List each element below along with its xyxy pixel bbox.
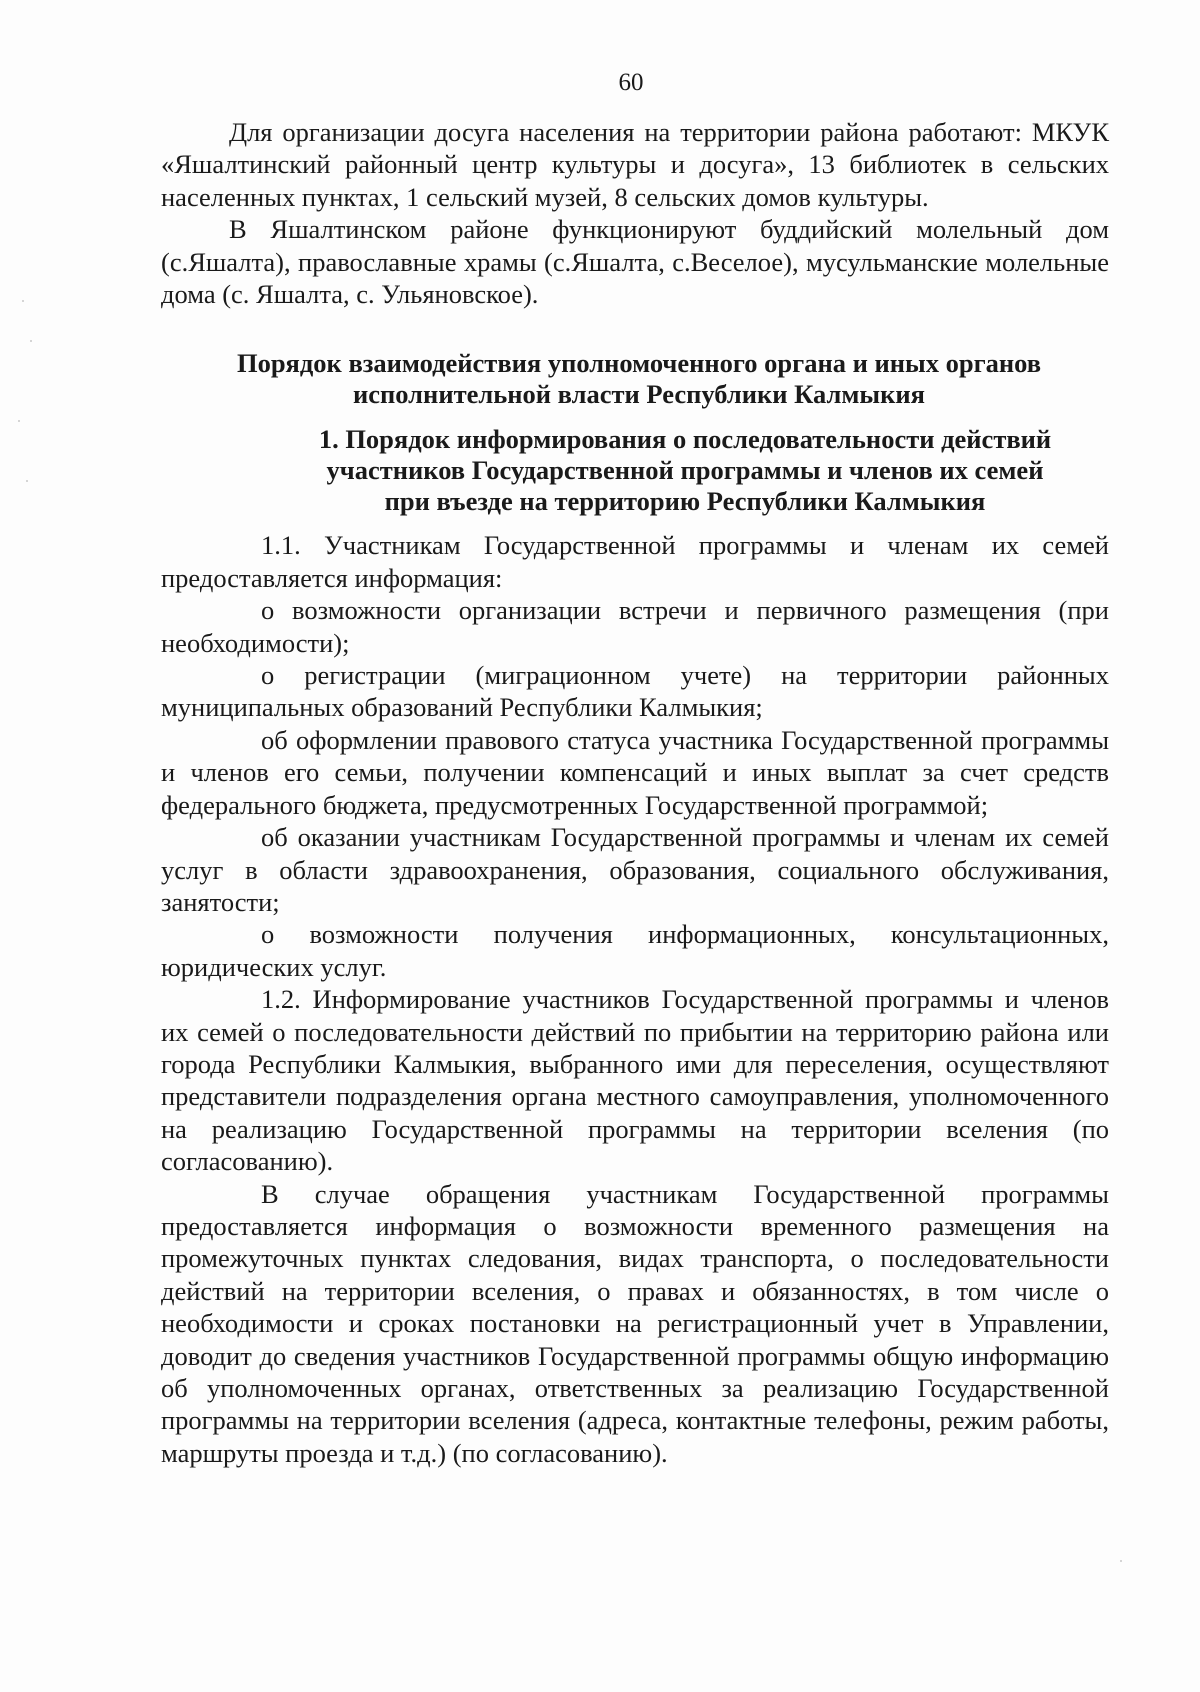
section-paragraph: об оказании участникам Государственной программы и членам их семей услуг в области здравоохранения, образования, социального обслуживания, занятости;: [161, 822, 1109, 917]
scan-speck: [1120, 1560, 1122, 1562]
intro-paragraph: В Яшалтинском районе функционируют буддийский молельный дом (с.Яшалта), православные храмы (с.Яшалта, с.Веселое), мусульманские молельные дома (с. Яшалта, с. Ульяновское).: [161, 214, 1109, 310]
section-paragraph: 1.1. Участникам Государственной программы и членам их семей предоставляется информация:: [161, 530, 1109, 593]
section-paragraph: о возможности организации встречи и первичного размещения (при необходимости);: [161, 595, 1109, 658]
scan-speck: [26, 480, 28, 482]
scan-speck: [22, 300, 24, 302]
section-paragraph: 1.2. Информирование участников Государственной программы и членов их семей о последовательности действий по прибытии на территорию района или города Республики Калмыкия, выбранного ими для переселения, осуществляют представители подразделения органа местного самоуправления, уполномоченного на реализацию Государственной программы на территории вселения (по согласованию).: [161, 984, 1109, 1177]
subsection-heading-line: участников Государственной программы и членов их семей: [326, 455, 1044, 486]
subsection-heading-line: при въезде на территорию Республики Калмыкия: [384, 486, 986, 517]
document-body: [161, 116, 1109, 1469]
section-paragraph: о регистрации (миграционном учете) на территории районных муниципальных образований Республики Калмыкия;: [161, 660, 1109, 723]
section-paragraph: об оформлении правового статуса участника Государственной программы и членов его семьи, получении компенсаций и иных выплат за счет средств федерального бюджета, предусмотренных Государственной программой;: [161, 724, 1109, 820]
section-heading-line: Порядок взаимодействия уполномоченного органа и иных органов: [236, 348, 1042, 379]
section-heading-line: исполнительной власти Республики Калмыкия: [352, 379, 925, 410]
subsection-heading-line: 1. Порядок информирования о последовательности действий: [318, 424, 1052, 455]
section-heading: [161, 348, 1109, 410]
subsection-heading: [161, 424, 1109, 517]
section-paragraph: о возможности получения информационных, консультационных, юридических услуг.: [161, 919, 1109, 982]
scan-speck: [18, 420, 20, 422]
scan-speck: [30, 340, 32, 342]
page-number: 60: [618, 69, 644, 96]
section-paragraph: В случае обращения участникам Государственной программы предоставляется информация о возможности временного размещения на промежуточных пунктах следования, видах транспорта, о последовательности действий на территории вселения, о правах и обязанностях, в том числе о необходимости и сроках постановки на регистрационный учет в Управлении, доводит до сведения участников Государственной программы общую информацию об уполномоченных органах, ответственных за реализацию Государственной программы на территории вселения (адреса, контактные телефоны, режим работы, маршруты проезда и т.д.) (по согласованию).: [161, 1178, 1109, 1468]
intro-paragraph: Для организации досуга населения на территории района работают: МКУК «Яшалтинский районный центр культуры и досуга», 13 библиотек в сельских населенных пунктах, 1 сельский музей, 8 сельских домов культуры.: [161, 117, 1109, 212]
